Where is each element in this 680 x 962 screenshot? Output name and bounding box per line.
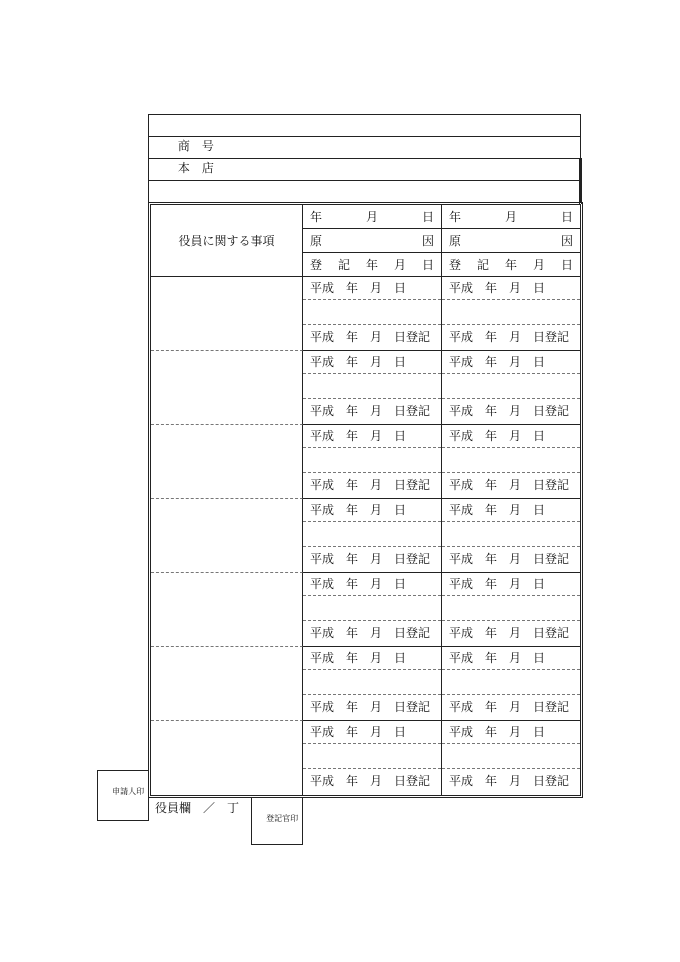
sheet-label: 役員欄 ／ 丁 (155, 801, 240, 815)
column-header-cell (303, 205, 442, 229)
entry-cause (303, 448, 441, 473)
entry-cell (303, 647, 442, 721)
column-header-char: 日 (560, 258, 573, 272)
officer-cell (151, 277, 303, 351)
blank-row (149, 181, 580, 202)
column-header-char: 原 (310, 234, 323, 248)
entry-date: 平成 年 月 日 (303, 425, 441, 448)
entry-cell (442, 573, 580, 647)
entry-date: 平成 年 月 日 (442, 647, 580, 670)
column-header-char: 月 (365, 210, 378, 224)
column-header-char: 年 (365, 258, 378, 272)
column-header-cell (442, 205, 580, 229)
officer-cell (151, 425, 303, 499)
officer-cell (151, 647, 303, 721)
entry-cell (303, 573, 442, 647)
entry-date: 平成 年 月 日 (303, 351, 441, 374)
entry-registered-date: 平成 年 月 日登記 (449, 330, 570, 344)
column-header-cell (442, 253, 580, 277)
entry-date: 平成 年 月 日 (442, 721, 580, 744)
company-header-table (148, 114, 581, 203)
entry-date: 平成 年 月 日 (442, 425, 580, 448)
entry-registered-date: 平成 年 月 日登記 (449, 404, 570, 418)
entry-registered-date: 平成 年 月 日登記 (310, 404, 431, 418)
entry-cause (442, 374, 580, 399)
column-header-char: 日 (560, 210, 573, 224)
entry-date: 平成 年 月 日 (303, 647, 441, 670)
entry-cell (303, 721, 442, 795)
column-header-char: 月 (532, 258, 545, 272)
column-header-char: 年 (449, 210, 462, 224)
trade-name-label: 商 号 (177, 139, 214, 153)
entry-registered-date: 平成 年 月 日登記 (310, 478, 431, 492)
entry-registered-date: 平成 年 月 日登記 (449, 626, 570, 640)
entry-date: 平成 年 月 日 (442, 277, 580, 300)
entry-cell (442, 351, 580, 425)
column-header-char: 登 (449, 258, 462, 272)
registrar-seal-box (251, 797, 303, 845)
entry-cell (303, 425, 442, 499)
header-right-rule (579, 158, 582, 204)
entry-registered-date: 平成 年 月 日登記 (449, 552, 570, 566)
entry-cause (303, 522, 441, 547)
entry-date: 平成 年 月 日 (442, 499, 580, 522)
entry-cause (442, 448, 580, 473)
entry-cell (442, 721, 580, 795)
officer-section-label: 役員に関する事項 (151, 205, 303, 277)
entry-cell (303, 277, 442, 351)
entry-cause (303, 596, 441, 621)
entry-date: 平成 年 月 日 (442, 351, 580, 374)
entry-registered-date: 平成 年 月 日登記 (310, 626, 431, 640)
column-header-cell (442, 229, 580, 253)
entry-cell (303, 351, 442, 425)
column-header-char: 月 (504, 210, 517, 224)
column-header-char: 因 (560, 234, 573, 248)
column-header-char: 月 (393, 258, 406, 272)
entry-registered-date: 平成 年 月 日登記 (449, 478, 570, 492)
entry-cause (303, 670, 441, 695)
entry-cause (303, 300, 441, 325)
entry-registered-date: 平成 年 月 日登記 (449, 700, 570, 714)
column-header-char: 原 (449, 234, 462, 248)
entry-cause (442, 670, 580, 695)
officer-cell (151, 721, 303, 795)
entry-date: 平成 年 月 日 (442, 573, 580, 596)
column-header-char: 記 (337, 258, 350, 272)
entry-cell (303, 499, 442, 573)
column-header-char: 因 (421, 234, 434, 248)
column-header-cell (303, 253, 442, 277)
entry-cell (442, 425, 580, 499)
column-header-char: 年 (504, 258, 517, 272)
officer-cell (151, 351, 303, 425)
entry-registered-date: 平成 年 月 日登記 (310, 330, 431, 344)
column-header-char: 年 (310, 210, 323, 224)
column-header-char: 登 (310, 258, 323, 272)
entry-date: 平成 年 月 日 (303, 573, 441, 596)
column-header-cell (303, 229, 442, 253)
entry-cause (442, 596, 580, 621)
entry-date: 平成 年 月 日 (303, 277, 441, 300)
entry-date: 平成 年 月 日 (303, 499, 441, 522)
entry-registered-date: 平成 年 月 日登記 (449, 774, 570, 788)
head-office-label: 本 店 (177, 161, 214, 175)
column-header-char: 日 (421, 210, 434, 224)
trade-name-row (149, 115, 580, 153)
entry-date: 平成 年 月 日 (303, 721, 441, 744)
registrar-seal-label: 登記官印 (266, 814, 299, 823)
entry-cause (442, 522, 580, 547)
entry-registered-date: 平成 年 月 日登記 (310, 700, 431, 714)
entry-cause (303, 374, 441, 399)
applicant-seal-box (97, 770, 149, 821)
officer-grid (151, 205, 580, 795)
entry-cause (442, 300, 580, 325)
officer-cell (151, 499, 303, 573)
entry-cause (303, 744, 441, 769)
column-header-char: 日 (421, 258, 434, 272)
officer-table (148, 202, 583, 798)
entry-cause (442, 744, 580, 769)
entry-cell (442, 277, 580, 351)
entry-cell (442, 499, 580, 573)
officer-cell (151, 573, 303, 647)
entry-registered-date: 平成 年 月 日登記 (310, 552, 431, 566)
entry-registered-date: 平成 年 月 日登記 (310, 774, 431, 788)
entry-cell (442, 647, 580, 721)
applicant-seal-label: 申請人印 (112, 787, 145, 796)
column-header-char: 記 (476, 258, 489, 272)
